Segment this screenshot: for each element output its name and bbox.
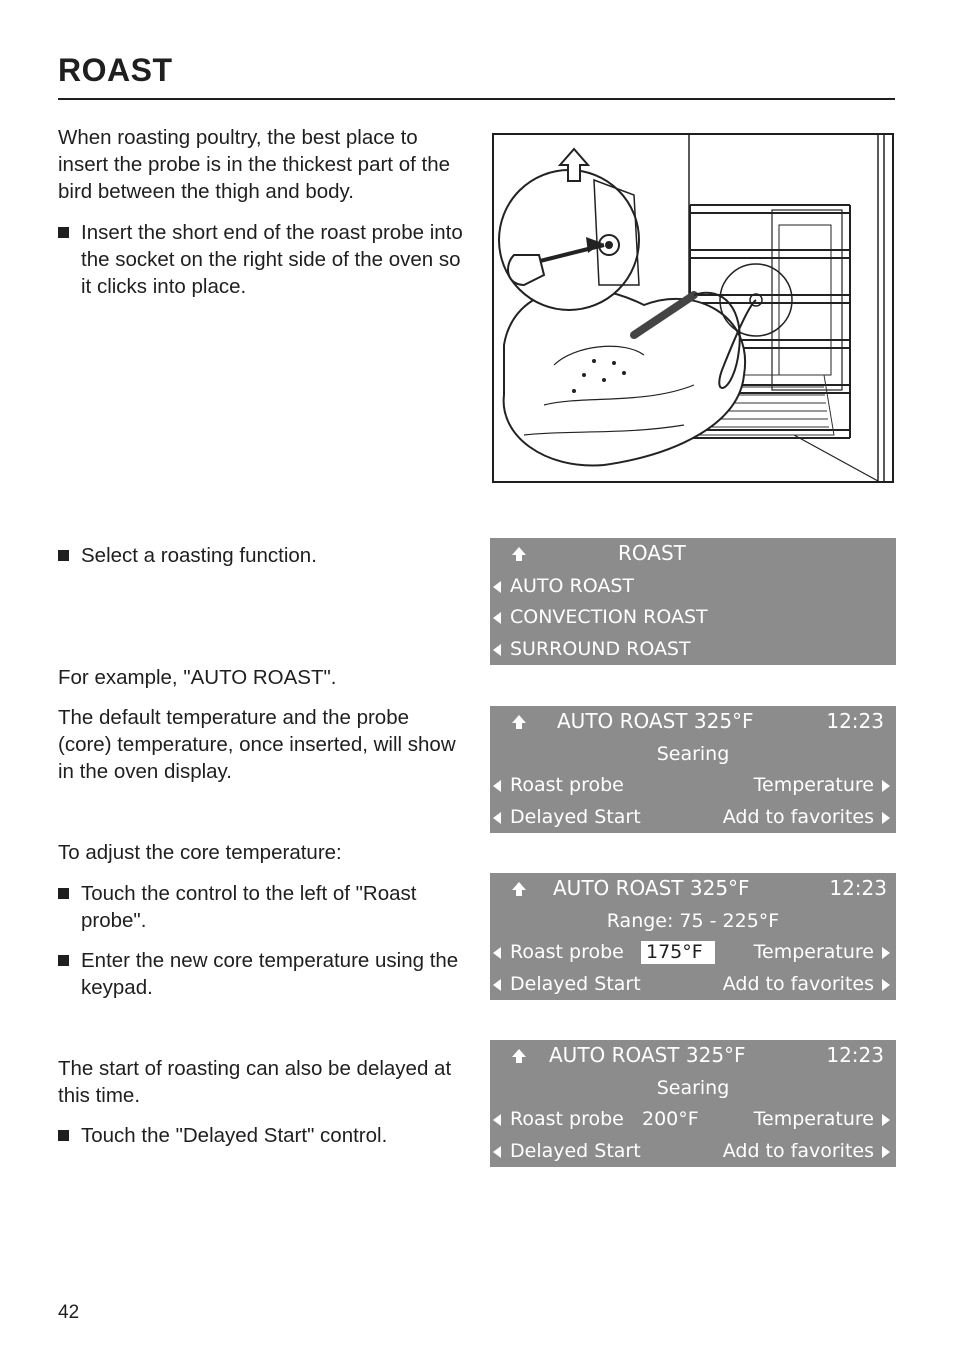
right-arrow-icon[interactable] bbox=[882, 812, 890, 824]
temperature-label[interactable]: Temperature bbox=[753, 941, 874, 963]
page-title: ROAST bbox=[58, 52, 173, 88]
add-to-favorites-label[interactable]: Add to favorites bbox=[722, 806, 874, 828]
display-row-delayed bbox=[490, 969, 896, 1000]
bullet-square-icon bbox=[58, 955, 69, 966]
bullet-text: Touch the control to the left of "Roast probe". bbox=[81, 882, 417, 932]
display-title: AUTO ROAST 325°F bbox=[553, 876, 750, 900]
left-arrow-icon[interactable] bbox=[493, 812, 501, 824]
display-row-probe bbox=[490, 937, 896, 968]
roast-probe-label[interactable]: Roast probe bbox=[510, 941, 624, 963]
delayed-start-label[interactable]: Delayed Start bbox=[510, 973, 641, 995]
bullet-square-icon bbox=[58, 1130, 69, 1141]
right-arrow-icon[interactable] bbox=[882, 947, 890, 959]
example-paragraph: For example, "AUTO ROAST". bbox=[58, 666, 337, 689]
delayed-start-label[interactable]: Delayed Start bbox=[510, 1140, 641, 1162]
up-arrow-icon[interactable] bbox=[511, 881, 527, 897]
delay-paragraph: The start of roasting can also be delayed at this time. bbox=[58, 1057, 452, 1107]
probe-temp-value: 200°F bbox=[642, 1108, 699, 1130]
roast-probe-label[interactable]: Roast probe bbox=[510, 1108, 624, 1130]
bullet-delayed-start bbox=[58, 1122, 468, 1149]
display-row-delayed bbox=[490, 802, 896, 833]
display-menu-label: SURROUND ROAST bbox=[510, 638, 691, 660]
oven-display-roast-menu bbox=[490, 538, 896, 665]
bullet-enter-temp bbox=[58, 947, 468, 1001]
roast-probe-label[interactable]: Roast probe bbox=[510, 774, 624, 796]
page-number: 42 bbox=[58, 1302, 80, 1323]
display-subtitle: Searing bbox=[656, 1077, 730, 1099]
display-menu-label: AUTO ROAST bbox=[510, 575, 634, 597]
left-arrow-icon bbox=[493, 612, 501, 624]
display-menu-item-convection-roast[interactable] bbox=[490, 602, 896, 633]
bullet-square-icon bbox=[58, 227, 69, 238]
display-title: ROAST bbox=[618, 541, 686, 565]
display-title: AUTO ROAST 325°F bbox=[549, 1043, 746, 1067]
bullet-square-icon bbox=[58, 888, 69, 899]
display-menu-item-auto-roast[interactable] bbox=[490, 571, 896, 602]
bullet-select-function bbox=[58, 542, 468, 569]
bullet-text: Select a roasting function. bbox=[81, 544, 317, 567]
display-title-row bbox=[490, 538, 896, 569]
intro-paragraph: When roasting poultry, the best place to insert the probe is in the thickest part of the bird between the thigh and body. bbox=[58, 126, 450, 203]
bullet-square-icon bbox=[58, 550, 69, 561]
display-menu-item-surround-roast[interactable] bbox=[490, 634, 896, 665]
left-arrow-icon bbox=[493, 644, 501, 656]
display-row-probe bbox=[490, 1104, 896, 1135]
bullet-text: Insert the short end of the roast probe into the socket on the right side of the oven so it clicks into place. bbox=[81, 221, 463, 298]
right-arrow-icon[interactable] bbox=[882, 1114, 890, 1126]
up-arrow-icon[interactable] bbox=[511, 714, 527, 730]
display-menu-label: CONVECTION ROAST bbox=[510, 606, 708, 628]
oven-display-probe-range bbox=[490, 873, 896, 1000]
display-clock: 12:23 bbox=[826, 1043, 884, 1067]
delayed-start-label[interactable]: Delayed Start bbox=[510, 806, 641, 828]
display-clock: 12:23 bbox=[826, 709, 884, 733]
left-arrow-icon[interactable] bbox=[493, 1146, 501, 1158]
display-title-row bbox=[490, 873, 896, 904]
left-arrow-icon[interactable] bbox=[493, 979, 501, 991]
display-subtitle: Range: 75 - 225°F bbox=[606, 910, 780, 932]
right-arrow-icon[interactable] bbox=[882, 780, 890, 792]
oven-display-probe-set bbox=[490, 1040, 896, 1167]
display-row-probe bbox=[490, 770, 896, 801]
left-arrow-icon[interactable] bbox=[493, 1114, 501, 1126]
temperature-label[interactable]: Temperature bbox=[753, 1108, 874, 1130]
oven-probe-illustration bbox=[492, 133, 894, 483]
bullet-text: Enter the new core temperature using the keypad. bbox=[81, 949, 459, 999]
display-clock: 12:23 bbox=[829, 876, 887, 900]
left-arrow-icon bbox=[493, 581, 501, 593]
oven-roast-illustration bbox=[494, 135, 892, 481]
temperature-label[interactable]: Temperature bbox=[753, 774, 874, 796]
bullet-touch-control bbox=[58, 880, 468, 934]
bullet-insert-probe bbox=[58, 219, 468, 300]
display-title-row bbox=[490, 706, 896, 737]
title-rule bbox=[58, 98, 895, 100]
display-row-delayed bbox=[490, 1136, 896, 1167]
display-title-row bbox=[490, 1040, 896, 1071]
right-arrow-icon[interactable] bbox=[882, 1146, 890, 1158]
up-arrow-icon[interactable] bbox=[511, 546, 527, 562]
add-to-favorites-label[interactable]: Add to favorites bbox=[722, 1140, 874, 1162]
left-arrow-icon[interactable] bbox=[493, 780, 501, 792]
bullet-text: Touch the "Delayed Start" control. bbox=[81, 1124, 388, 1147]
add-to-favorites-label[interactable]: Add to favorites bbox=[722, 973, 874, 995]
display-title: AUTO ROAST 325°F bbox=[557, 709, 754, 733]
oven-display-auto-roast bbox=[490, 706, 896, 833]
adjust-heading: To adjust the core temperature: bbox=[58, 841, 342, 864]
right-arrow-icon[interactable] bbox=[882, 979, 890, 991]
display-subtitle: Searing bbox=[656, 743, 730, 765]
left-arrow-icon[interactable] bbox=[493, 947, 501, 959]
probe-temp-input[interactable]: 175°F bbox=[641, 941, 715, 964]
up-arrow-icon[interactable] bbox=[511, 1048, 527, 1064]
default-temp-paragraph: The default temperature and the probe (core) temperature, once inserted, will show in the oven display. bbox=[58, 706, 456, 783]
